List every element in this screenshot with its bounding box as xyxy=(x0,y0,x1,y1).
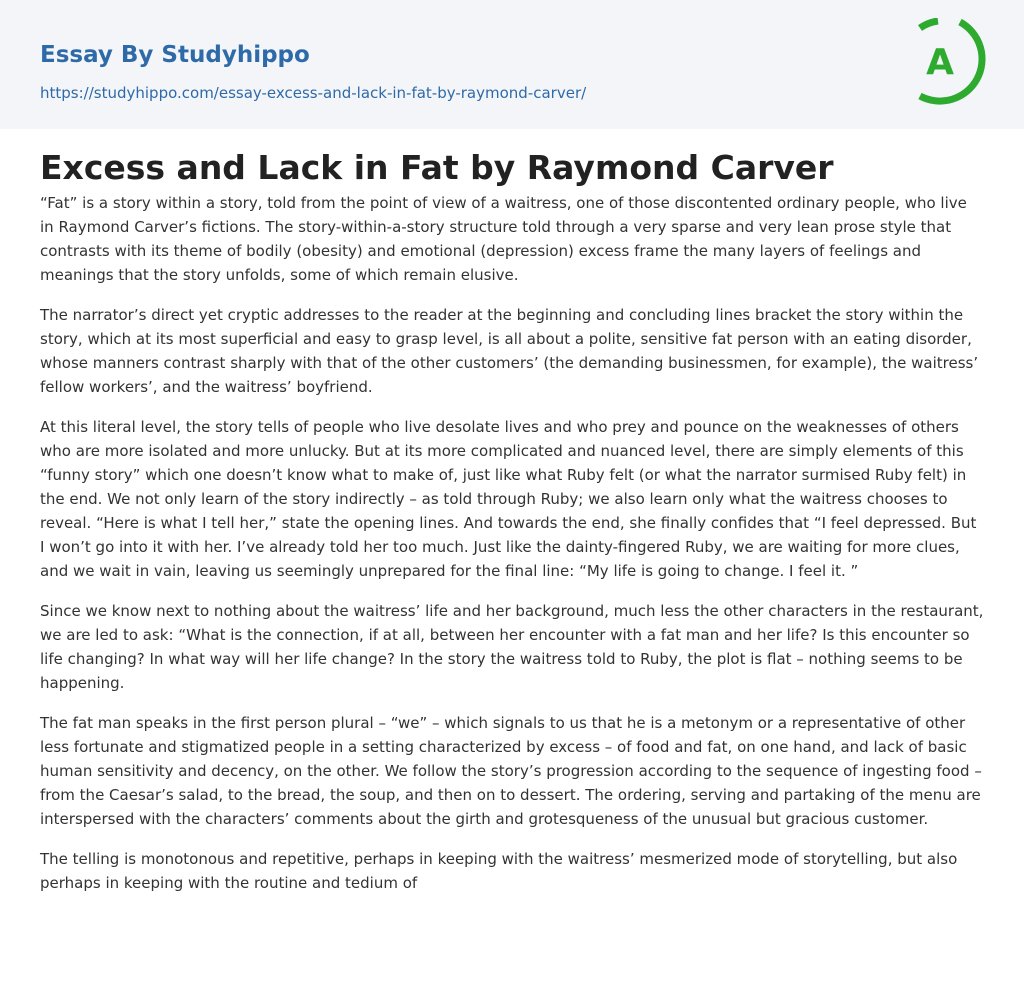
essay-content xyxy=(0,129,1024,895)
essay-paragraph: The fat man speaks in the first person plural – “we” – which signals to us that he is a metonym or a representative of other less fortunate and stigmatized people in a setting characterized by excess – of food and fat, on one hand, and lack of basic human sensitivity and decency, on the other. We follow the story’s progression according to the sequence of ingesting food – from the Caesar’s salad, to the bread, the soup, and then on to dessert. The ordering, serving and partaking of the menu are interspersed with the characters’ comments about the girth and grotesqueness of the unusual but gracious customer. xyxy=(40,714,982,828)
essay-title: Excess and Lack in Fat by Raymond Carver xyxy=(40,148,834,187)
essay-paragraph: The telling is monotonous and repetitive, perhaps in keeping with the waitress’ mesmerized mode of storytelling, but also perhaps in keeping with the routine and tedium of xyxy=(40,850,958,892)
essay-paragraph: “Fat” is a story within a story, told from the point of view of a waitress, one of those discontented ordinary people, who live in Raymond Carver’s fictions. The story-within-a-story structure told through a very sparse and very lean prose style that contrasts with its theme of bodily (obesity) and emotional (depression) excess frame the many layers of feelings and meanings that the story unfolds, some of which remain elusive. xyxy=(40,194,967,284)
essay-paragraph: Since we know next to nothing about the waitress’ life and her background, much less the other characters in the restaurant, we are led to ask: “What is the connection, if at all, between her encounter with a fat man and her life? Is this encounter so life changing? In what way will her life change? In the story the waitress told to Ruby, the plot is flat – nothing seems to be happening. xyxy=(40,602,984,692)
page-url-link[interactable]: https://studyhippo.com/essay-excess-and-lack-in-fat-by-raymond-carver/ xyxy=(40,84,587,102)
essay-paragraph: At this literal level, the story tells of people who live desolate lives and who prey and pounce on the weaknesses of others who are more isolated and more unlucky. But at its more complicated and nuanced level, there are simply elements of this “funny story” which one doesn’t know what to make of, just like what Ruby felt (or what the narrator surmised Ruby felt) in the end. We not only learn of the story indirectly – as told through Ruby; we also learn only what the waitress chooses to reveal. “Here is what I tell her,” state the opening lines. And towards the end, she finally confides that “I feel depressed. But I won’t go into it with her. I’ve already told her too much. Just like the dainty-fingered Ruby, we are waiting for more clues, and we wait in vain, leaving us seemingly unprepared for the final line: “My life is going to change. I feel it. ” xyxy=(40,418,977,580)
site-brand[interactable]: Essay By Studyhippo xyxy=(40,42,310,68)
essay-paragraph: The narrator’s direct yet cryptic addresses to the reader at the beginning and concluding lines bracket the story within the story, which at its most superficial and easy to grasp level, is all about a polite, sensitive fat person with an eating disorder, whose manners contrast sharply with that of the other customers’ (the demanding businessmen, for example), the waitress’ fellow workers’, and the waitress’ boyfriend. xyxy=(40,306,979,396)
site-header xyxy=(0,0,1024,129)
logo-letter: A xyxy=(926,42,954,83)
studyhippo-logo-icon[interactable] xyxy=(908,18,988,106)
